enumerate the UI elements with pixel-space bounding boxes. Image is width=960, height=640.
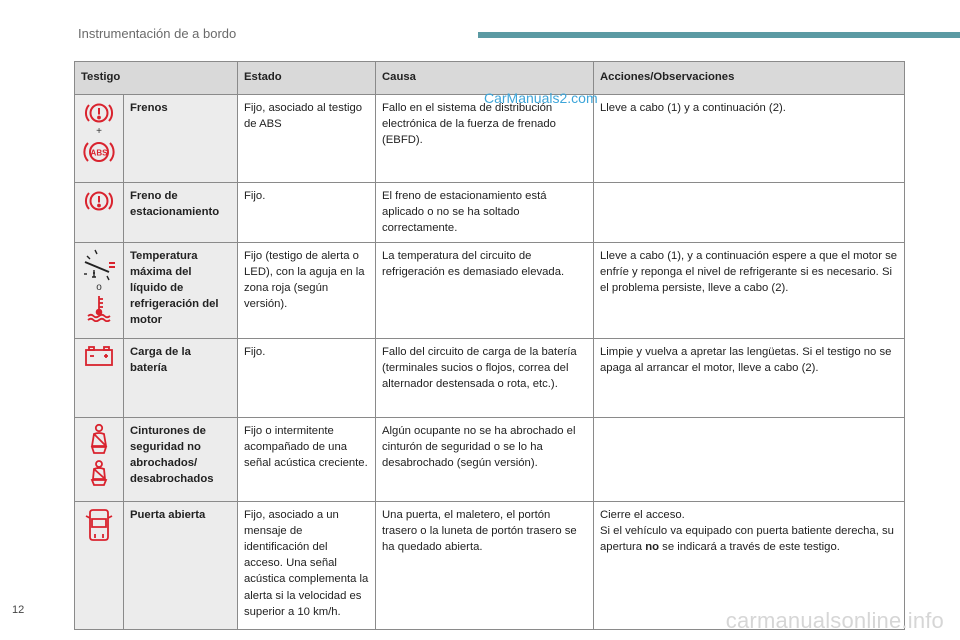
- icon-separator: +: [96, 126, 102, 137]
- warning-name: Frenos: [124, 95, 238, 183]
- acciones-cell: Lleve a cabo (1) y a continuación (2).: [594, 95, 905, 183]
- watermark-top: CarManuals2.com: [484, 90, 598, 106]
- parking-brake-icon: [84, 188, 114, 214]
- icon-cell: [75, 417, 124, 501]
- estado-cell: Fijo o intermitente acompañado de una señal acústica creciente.: [238, 417, 376, 501]
- causa-cell: Una puerta, el maletero, el portón trasero o la luneta de portón trasero se ha quedado abierta.: [376, 501, 594, 629]
- page-header-title: Instrumentación de a bordo: [78, 26, 237, 41]
- svg-text:ABS: ABS: [90, 148, 108, 158]
- warning-lights-table: [74, 61, 905, 630]
- seatbelt-front-icon: [86, 423, 112, 455]
- abs-warning-icon: [83, 138, 115, 166]
- acciones-cell: [594, 417, 905, 501]
- acciones-cell: Limpie y vuelva a apretar las lengüetas. Si el testigo no se apaga al arrancar el motor, lleve a cabo (2).: [594, 338, 905, 417]
- estado-cell: Fijo.: [238, 183, 376, 243]
- causa-cell: El freno de estacionamiento está aplicado o no se ha soltado correctamente.: [376, 183, 594, 243]
- door-open-icon: [84, 507, 114, 543]
- table-row: [75, 417, 905, 501]
- estado-cell: Fijo.: [238, 338, 376, 417]
- estado-cell: Fijo, asociado a un mensaje de identificación del acceso. Una señal acústica complementa la alerta si la velocidad es superior a 10 km/h.: [238, 501, 376, 629]
- acciones-line: Cierre el acceso.: [600, 508, 685, 521]
- column-header-testigo: Testigo: [75, 62, 238, 95]
- causa-cell: Algún ocupante no se ha abrochado el cinturón de seguridad o se lo ha desabrochado (según versión).: [376, 417, 594, 501]
- warning-name: Temperatura máxima del líquido de refrigeración del motor: [124, 242, 238, 338]
- icon-cell: [75, 95, 124, 183]
- causa-cell: La temperatura del circuito de refrigeración es demasiado elevada.: [376, 242, 594, 338]
- coolant-temperature-gauge-icon: [81, 248, 119, 282]
- warning-name: Freno de estacionamiento: [124, 183, 238, 243]
- estado-cell: Fijo, asociado al testigo de ABS: [238, 95, 376, 183]
- acciones-emphasis: no: [645, 541, 660, 554]
- icon-cell: [75, 183, 124, 243]
- warning-name: Cinturones de seguridad no abrochados/ desabrochados: [124, 417, 238, 501]
- table-row: [75, 242, 905, 338]
- battery-icon: [83, 344, 115, 368]
- seatbelt-rear-icon: [87, 459, 111, 487]
- causa-cell: Fallo del circuito de carga de la batería (terminales sucios o flojos, correa del alternador destensada o rota, etc.).: [376, 338, 594, 417]
- causa-cell: Fallo en el sistema de distribución electrónica de la fuerza de frenado (EBFD).: [376, 95, 594, 183]
- watermark-bottom: carmanualsonline.info: [725, 608, 944, 633]
- page-header-bar: [478, 32, 960, 38]
- acciones-text: Si el vehículo va equipado con puerta batiente derecha, su apertura: [600, 524, 894, 554]
- acciones-cell: [594, 183, 905, 243]
- table-row: [75, 338, 905, 417]
- column-header-acciones: Acciones/Observaciones: [594, 62, 905, 95]
- icon-cell: [75, 338, 124, 417]
- column-header-estado: Estado: [238, 62, 376, 95]
- icon-separator: o: [96, 281, 102, 293]
- icon-cell: [75, 501, 124, 629]
- warning-name: Carga de la batería: [124, 338, 238, 417]
- coolant-temperature-icon: [84, 294, 114, 322]
- table-row: [75, 183, 905, 243]
- brake-warning-icon: [84, 100, 114, 126]
- acciones-text: se indicará a través de este testigo.: [659, 541, 840, 554]
- icon-cell: [75, 242, 124, 338]
- acciones-cell: Lleve a cabo (1), y a continuación espere a que el motor se enfríe y reponga el nivel de refrigerante si es necesario. Si el problema persiste, lleve a cabo (2).: [594, 242, 905, 338]
- warning-name: Puerta abierta: [124, 501, 238, 629]
- estado-cell: Fijo (testigo de alerta o LED), con la aguja en la zona roja (según versión).: [238, 242, 376, 338]
- table-row: [75, 95, 905, 183]
- column-header-causa: Causa: [376, 62, 594, 95]
- page-number: 12: [12, 604, 25, 616]
